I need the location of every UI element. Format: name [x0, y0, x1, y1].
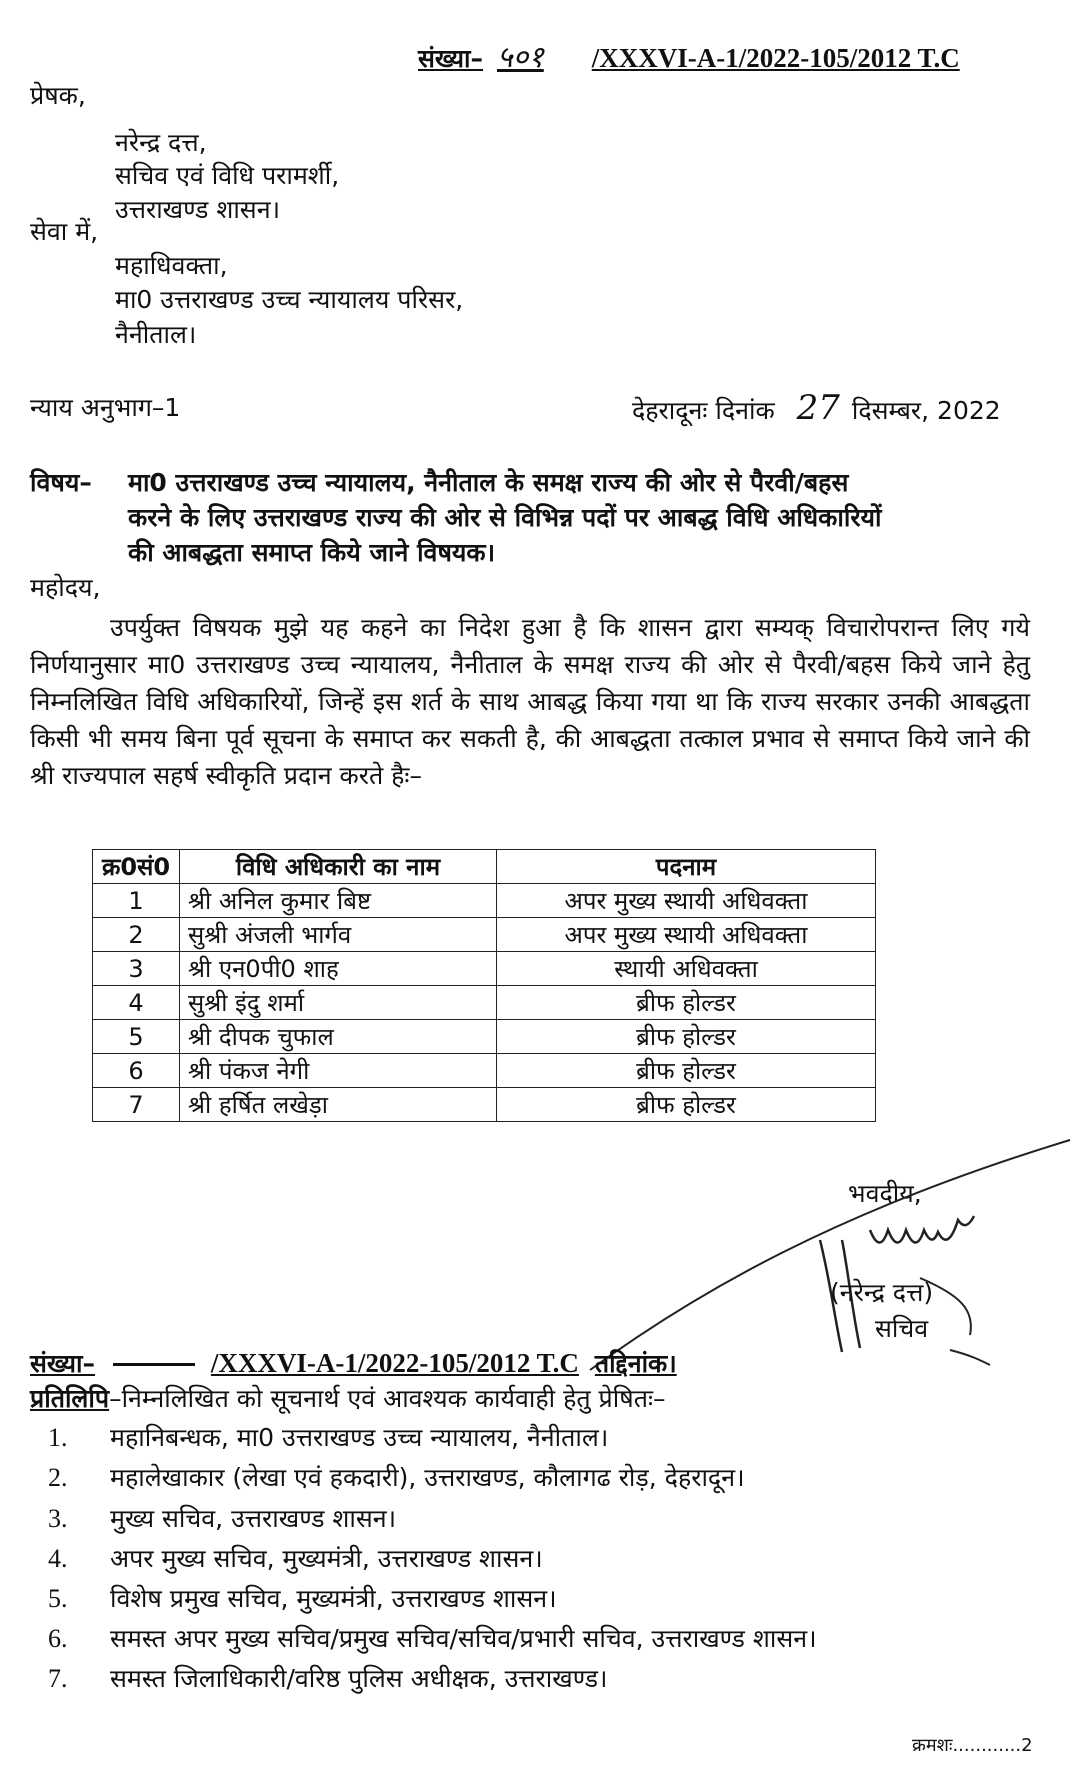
- signature-scribble: [580, 1120, 1080, 1380]
- list-item-number: 7.: [48, 1664, 68, 1693]
- header-serial: क्र0सं0: [93, 850, 180, 884]
- list-item-number: 2.: [48, 1463, 68, 1492]
- list-item-number: 5.: [48, 1584, 68, 1613]
- copy-reference: [30, 1347, 677, 1380]
- ref-prefix: संख्या–: [418, 44, 484, 73]
- designation-cell: ब्रीफ होल्डर: [497, 1054, 876, 1088]
- table-row: [93, 986, 876, 1020]
- recipient-line2: मा0 उत्तराखण्ड उच्च न्यायालय परिसर,: [115, 285, 464, 314]
- table-row: [93, 884, 876, 918]
- list-item-text: समस्त जिलाधिकारी/वरिष्ठ पुलिस अधीक्षक, उत्तराखण्ड।: [110, 1664, 608, 1693]
- officer-name-cell: श्री पंकज नेगी: [180, 1054, 497, 1088]
- list-item-text: महानिबन्धक, मा0 उत्तराखण्ड उच्च न्यायालय, नैनीताल।: [110, 1423, 609, 1452]
- serial-cell: 7: [93, 1088, 180, 1122]
- list-item-text: समस्त अपर मुख्य सचिव/प्रमुख सचिव/सचिव/प्रभारी सचिव, उत्तराखण्ड शासन।: [110, 1624, 817, 1653]
- designation-cell: ब्रीफ होल्डर: [497, 1020, 876, 1054]
- list-item-text: महालेखाकार (लेखा एवं हकदारी), उत्तराखण्ड, कौलागढ रोड़, देहरादून।: [110, 1463, 745, 1492]
- copy-intro: [30, 1383, 666, 1415]
- officer-name-cell: श्री हर्षित लखेड़ा: [180, 1088, 497, 1122]
- list-item: [48, 1662, 607, 1696]
- list-item: [48, 1542, 543, 1576]
- copy-label: प्रतिलिपि: [30, 1384, 110, 1413]
- designation-cell: अपर मुख्य स्थायी अधिवक्ता: [497, 918, 876, 952]
- recipient-line1: महाधिवक्ता,: [115, 251, 228, 280]
- copy-ref-suffix: तद्दिनांक।: [594, 1349, 677, 1378]
- page-continuation: क्रमशः............2: [912, 1735, 1033, 1756]
- subject-line1: मा0 उत्तराखण्ड उच्च न्यायालय, नैनीताल के समक्ष राज्य की ओर से पैरवी/बहस: [128, 468, 849, 497]
- date-suffix: दिसम्बर, 2022: [851, 396, 1001, 425]
- officer-name-cell: श्री दीपक चुफाल: [180, 1020, 497, 1054]
- table-row: [93, 952, 876, 986]
- list-item: [48, 1421, 608, 1455]
- list-item-text: अपर मुख्य सचिव, मुख्यमंत्री, उत्तराखण्ड शासन।: [110, 1544, 543, 1573]
- copy-ref-prefix: संख्या–: [30, 1349, 96, 1378]
- list-item: [48, 1582, 557, 1616]
- list-item: [48, 1461, 745, 1495]
- officer-name-cell: सुश्री अंजली भार्गव: [180, 918, 497, 952]
- officer-name-cell: श्री अनिल कुमार बिष्ट: [180, 884, 497, 918]
- closing-yours: भवदीय,: [848, 1179, 922, 1208]
- table-row: [93, 918, 876, 952]
- list-item-number: 3.: [48, 1504, 68, 1533]
- table-header-row: [93, 850, 876, 884]
- list-item-number: 6.: [48, 1624, 68, 1653]
- sender-designation: सचिव एवं विधि परामर्शी,: [115, 161, 340, 190]
- designation-cell: ब्रीफ होल्डर: [497, 986, 876, 1020]
- serial-cell: 5: [93, 1020, 180, 1054]
- list-item: [48, 1502, 396, 1536]
- serial-cell: 4: [93, 986, 180, 1020]
- date-prefix: देहरादूनः दिनांक: [632, 396, 775, 425]
- serial-cell: 3: [93, 952, 180, 986]
- copy-intro-text: –निम्नलिखित को सूचनार्थ एवं आवश्यक कार्यवाही हेतु प्रेषितः–: [109, 1384, 666, 1413]
- officers-table: [92, 849, 876, 1122]
- body-paragraph: उपर्युक्त विषयक मुझे यह कहने का निदेश हुआ है कि शासन द्वारा सम्यक् विचारोपरान्त लिए गये निर्णयानुसार मा0 उत्तराखण्ड उच्च न्यायालय, नैनीताल के समक्ष राज्य की ओर से पैरवी/बहस किये जाने हेतु निम्नलिखित विधि अधिकारियों, जिन्हें इस शर्त के साथ आबद्ध किया गया था कि राज्य सरकार उनकी आबद्धता किसी भी समय बिना पूर्व सूचना के समाप्त कर सकती है, की आबद्धता तत्काल प्रभाव से समाप्त किये जाने की श्री राज्यपाल सहर्ष स्वीकृति प्रदान करते हैः–: [30, 613, 1030, 790]
- copy-ref-code: /XXXVI-A-1/2022-105/2012 T.C: [210, 1348, 579, 1378]
- sender-office: उत्तराखण्ड शासन।: [115, 195, 281, 224]
- header-designation: पदनाम: [497, 850, 876, 884]
- ref-number-handwritten: ५०१: [496, 40, 544, 75]
- list-item-text: मुख्य सचिव, उत्तराखण्ड शासन।: [110, 1504, 397, 1533]
- header-officer-name: विधि अधिकारी का नाम: [180, 850, 497, 884]
- sender-name: नरेन्द्र दत्त,: [115, 128, 207, 157]
- table-row: [93, 1088, 876, 1122]
- reference-number: [418, 42, 960, 75]
- subject-line3: की आबद्धता समाप्त किये जाने विषयक।: [128, 538, 496, 567]
- letter-date: [632, 388, 1001, 428]
- list-item-number: 4.: [48, 1544, 68, 1573]
- salutation: महोदय,: [30, 573, 101, 602]
- closing-signatory-name: (नरेन्द्र दत्त): [830, 1278, 934, 1307]
- recipient-line3: नैनीताल।: [115, 320, 197, 349]
- serial-cell: 2: [93, 918, 180, 952]
- list-item-number: 1.: [48, 1423, 68, 1452]
- officer-name-cell: श्री एन0पी0 शाह: [180, 952, 497, 986]
- subject-line2: करने के लिए उत्तराखण्ड राज्य की ओर से विभिन्न पदों पर आबद्ध विधि अधिकारियों: [128, 503, 882, 532]
- designation-cell: अपर मुख्य स्थायी अधिवक्ता: [497, 884, 876, 918]
- closing-designation: सचिव: [875, 1314, 929, 1343]
- designation-cell: स्थायी अधिवक्ता: [497, 952, 876, 986]
- designation-cell: ब्रीफ होल्डर: [497, 1088, 876, 1122]
- section-label: न्याय अनुभाग–1: [30, 393, 181, 422]
- recipient-label: सेवा में,: [30, 217, 99, 246]
- serial-cell: 1: [93, 884, 180, 918]
- serial-cell: 6: [93, 1054, 180, 1088]
- copy-ref-dash: [113, 1363, 195, 1366]
- list-item-text: विशेष प्रमुख सचिव, मुख्यमंत्री, उत्तराखण्ड शासन।: [110, 1584, 557, 1613]
- ref-code: /XXXVI-A-1/2022-105/2012 T.C: [591, 43, 960, 73]
- date-day-handwritten: 27: [796, 388, 840, 428]
- table-row: [93, 1020, 876, 1054]
- sender-label: प्रेषक,: [30, 81, 86, 110]
- subject-label: विषय–: [30, 468, 92, 497]
- list-item: [48, 1622, 817, 1656]
- table-row: [93, 1054, 876, 1088]
- officer-name-cell: सुश्री इंदु शर्मा: [180, 986, 497, 1020]
